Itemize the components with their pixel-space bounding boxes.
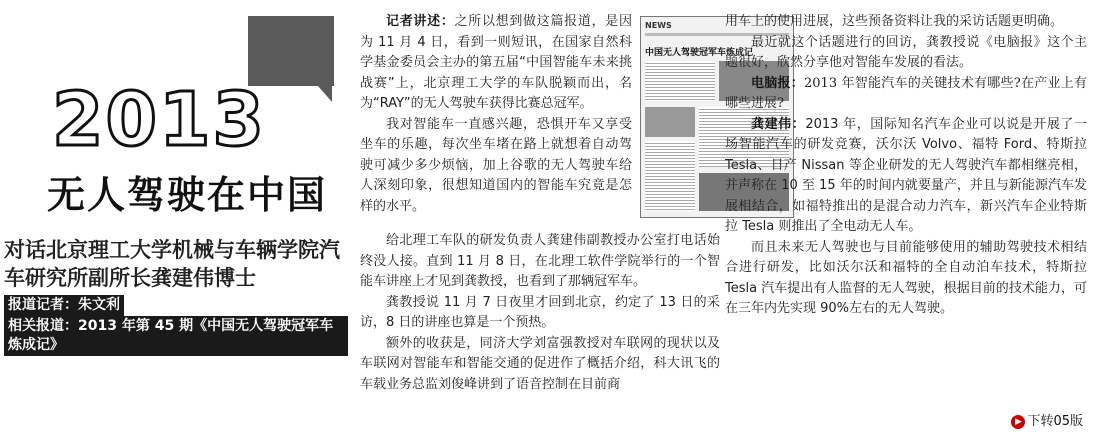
answer-label: 龚建伟： — [751, 116, 806, 132]
question-label: 电脑报： — [751, 75, 805, 91]
reporter-label: 记者讲述： — [386, 14, 455, 29]
paragraph-4: 龚教授说 11 月 7 日夜里才回到北京，约定了 13 日的采访，8 日的讲座也算是一个预热。 — [360, 294, 720, 330]
speech-bubble-graphic — [248, 16, 334, 86]
question-text: 2013 年智能汽车的关键技术有哪些?在产业上有哪些进展? — [725, 75, 1087, 111]
continued-text: 下转05版 — [1027, 414, 1083, 429]
thumbnail-text-block-3 — [645, 141, 695, 211]
paragraph-3: 给北理工车队的研发负责人龚建伟副教授办公室打电话始终没人接。直到 11 月 8 日，在北理工软件学院举行的一个智能车讲座上才见到龚教授，也看到了那辆冠军车。 — [360, 233, 720, 289]
article-column-1-lower — [360, 231, 720, 395]
thumbnail-title: 中国无人驾驶冠军车炼成记 — [645, 48, 754, 58]
paragraph-5: 额外的收获是，同济大学刘富强教授对车联网的现状以及车联网对智能车和智能交通的促进作了概括介绍，科大讯飞的车载业务总监刘俊峰讲到了语音控制在目前商 — [360, 335, 720, 392]
thumbnail-logo: NEWS — [645, 21, 672, 30]
paragraph-2: 我对智能车一直感兴趣，恐惧开车又享受坐车的乐趣，每次坐车堵在路上就想着自动驾驶可减少多少烦恼，加上谷歌的无人驾驶车给人深刻印象，很想知道国内的智能车究竟是怎样的水平。 — [360, 116, 632, 214]
headline-year: 2013 — [52, 77, 266, 163]
thumbnail-photo-2 — [645, 107, 695, 137]
continued-note — [1011, 410, 1083, 429]
paragraph-1: 之所以想到做这篇报道，是因为 11 月 4 日，看到一则短讯，在国家自然科学基金委员会主办的第五届“中国智能车未来挑战赛”上，北京理工大学的车队脱颖而出，名为“RAY”的无人驾驶车获得比赛总冠军。 — [360, 14, 632, 111]
article-column-2 — [725, 12, 1087, 320]
answer-text: 2013 年，国际知名汽车企业可以说是开展了一场智能汽车的研发竞赛，沃尔沃 Volvo、福特 Ford、特斯拉 Tesla、日产 Nissan 等企业研发的无人驾驶汽车都相继亮相，并声称在 10 至 15 年的时间内就要量产，并且与新能源汽车发展相结合，如福特推出的是混合动力汽车，新兴汽车企业特斯拉 Tesla 则推出了全电动无人车。 — [725, 116, 1087, 234]
column-2-paragraph-1: 用车上的使用进展，这些预备资料让我的采访话题更明确。 — [725, 14, 1064, 29]
play-arrow-icon: ▶ — [1011, 415, 1025, 429]
thumbnail-text-block — [645, 61, 715, 101]
headline-title: 无人驾驶在中国 — [46, 172, 327, 217]
related-report: 相关报道：2013 年第 45 期《中国无人驾驶冠军车炼成记》 — [4, 316, 348, 356]
column-2-paragraph-2: 最近就这个话题进行的回访，龚教授说《电脑报》这个主题很好，欣然分享他对智能车发展的看法。 — [725, 34, 1087, 70]
reporter-credit: 报道记者：朱文利 — [4, 295, 124, 316]
headline-subtitle: 对话北京理工大学机械与车辆学院汽车研究所副所长龚建伟博士 — [4, 238, 340, 290]
answer-paragraph-2: 而且未来无人驾驶也与目前能够使用的辅助驾驶技术相结合进行研发，比如沃尔沃和福特的全自动泊车技术，特斯拉 Tesla 汽车提出有人监督的无人驾驶，根据目前的技术能力，可在三年内先实现 90%左右的无人驾驶。 — [725, 239, 1087, 316]
